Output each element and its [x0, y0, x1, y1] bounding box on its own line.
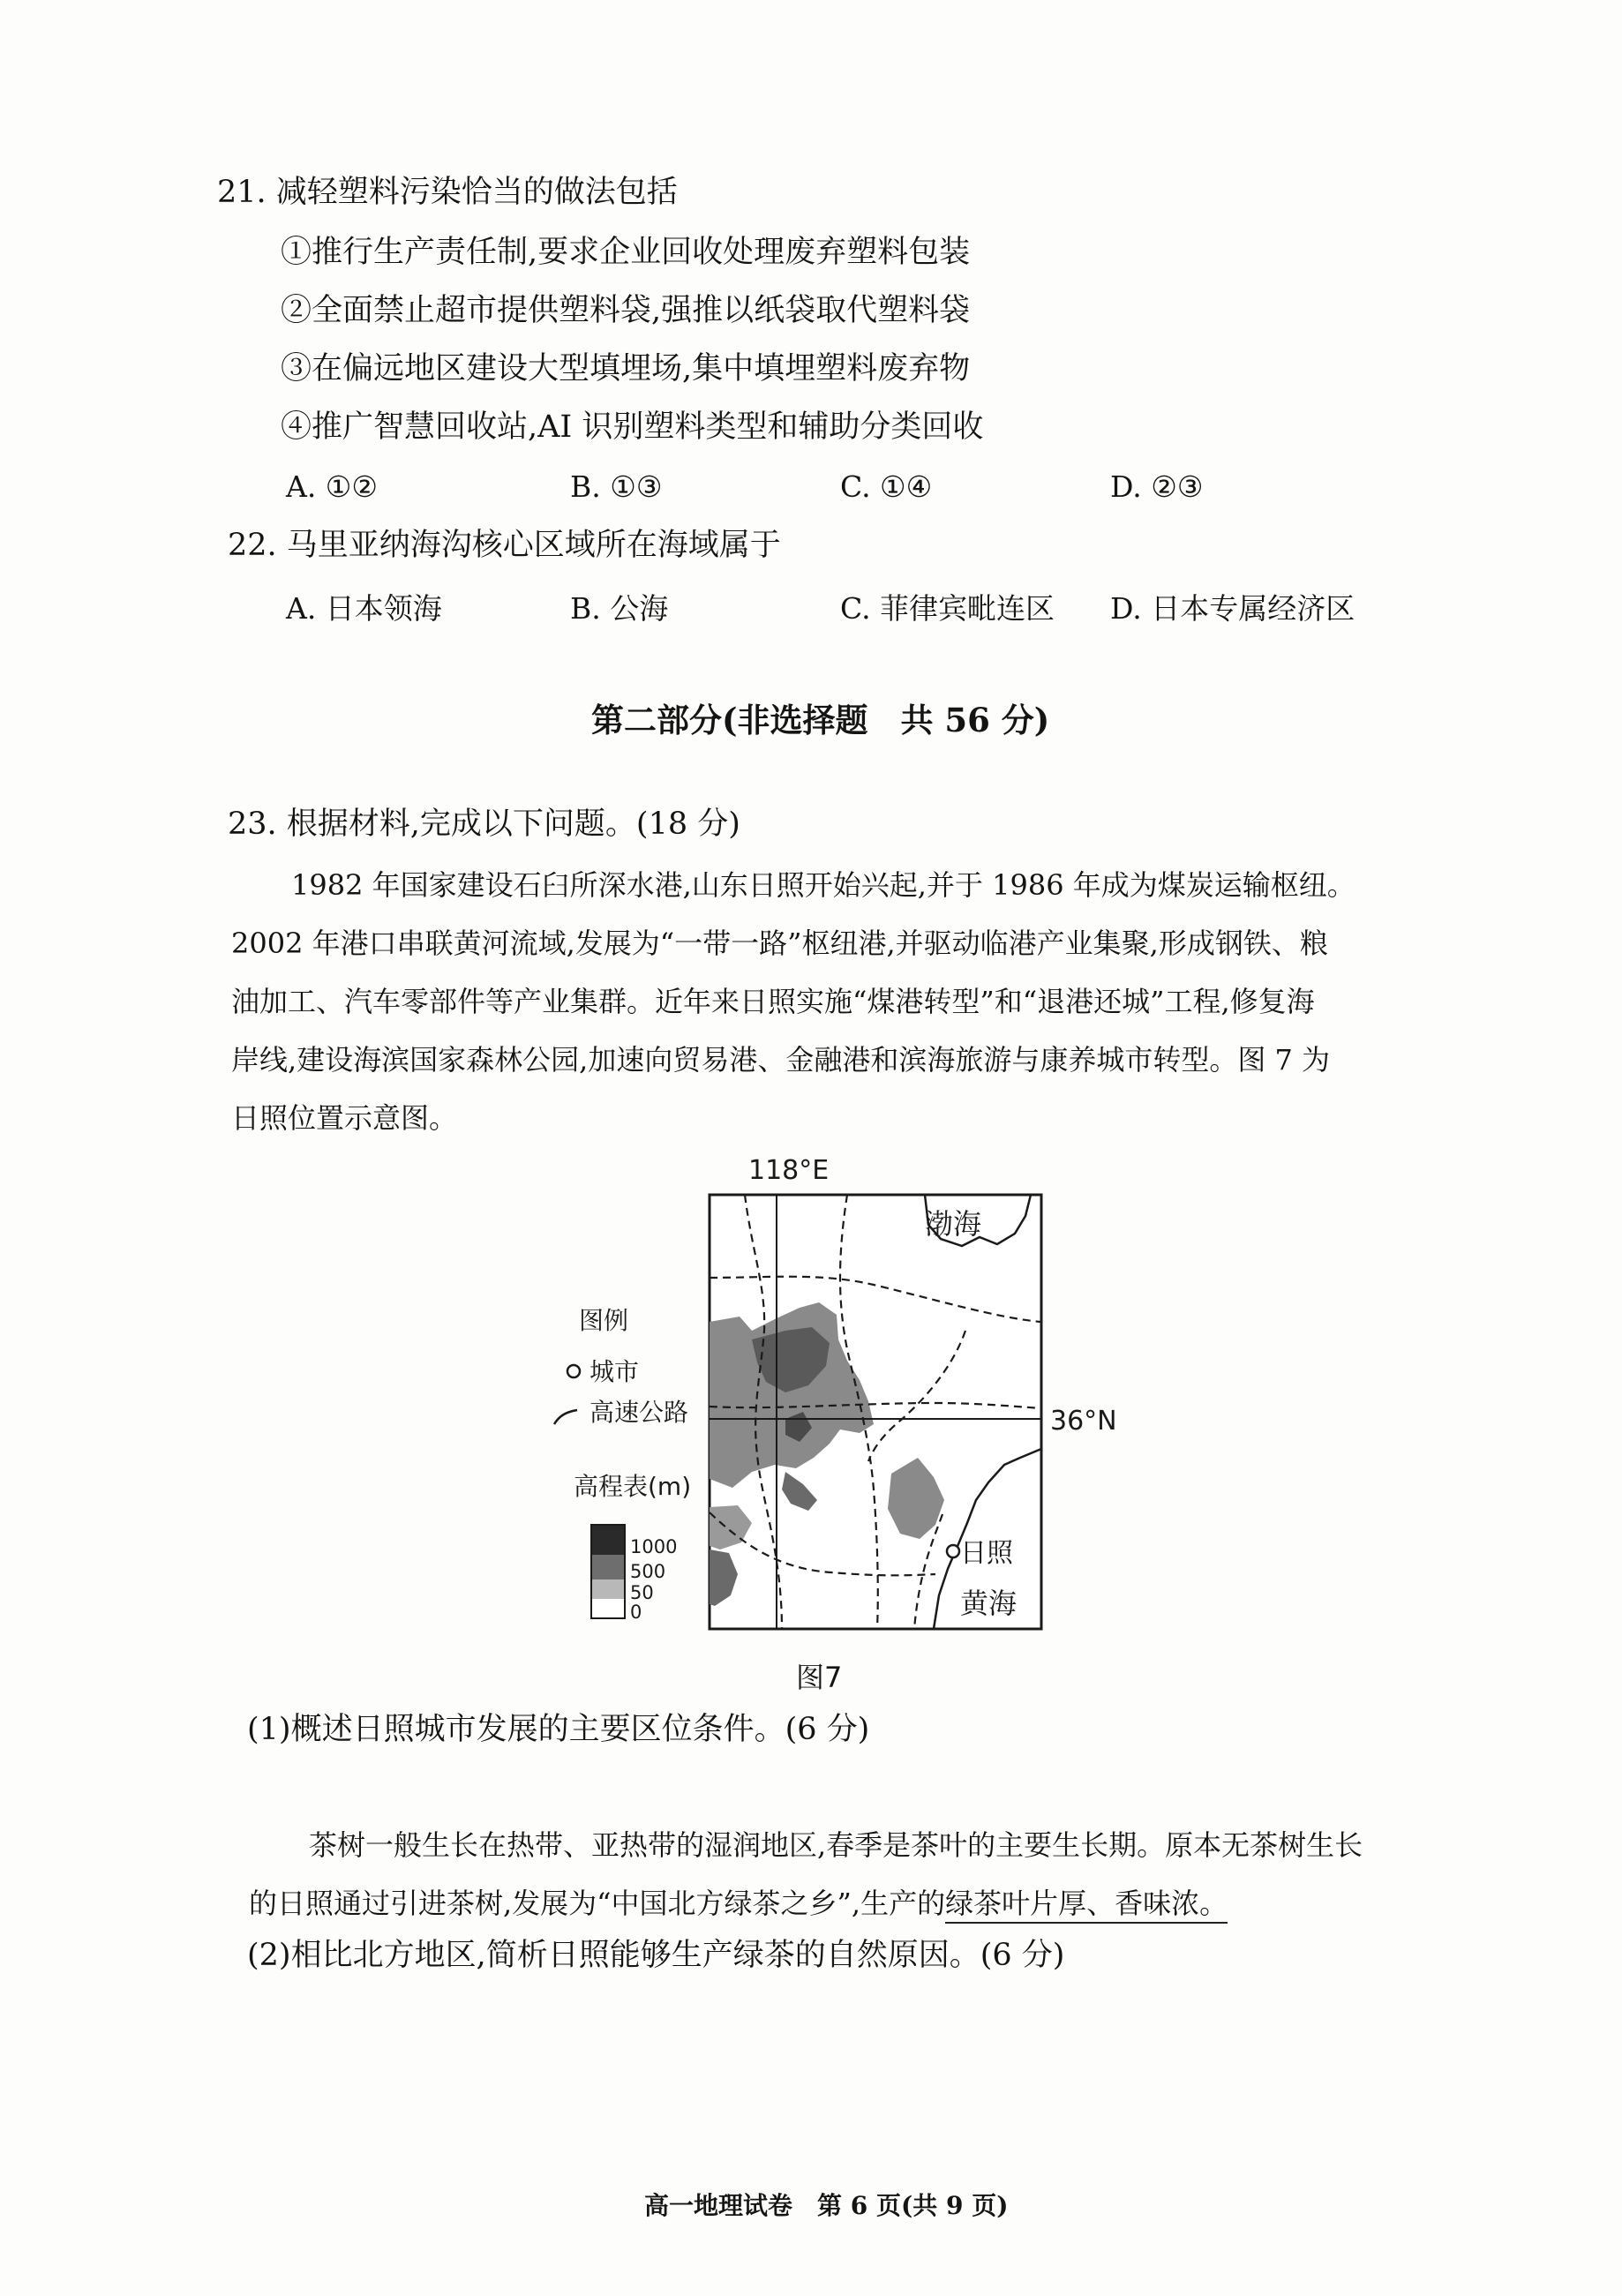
q23-sub-question-1: (1)概述日照城市发展的主要区位条件。(6 分)	[247, 1712, 870, 1747]
figure-7-map	[521, 1154, 1138, 1648]
q23-material-2-underlined-text: 绿茶叶片厚、香味浓。	[945, 1887, 1228, 1924]
q23-material-line-3: 油加工、汽车零部件等产业集群。近年来日照实施“煤港转型”和“退港还城”工程,修复海	[231, 985, 1315, 1018]
q23-sub-question-2: (2)相比北方地区,简析日照能够生产绿茶的自然原因。(6 分)	[247, 1938, 1065, 1973]
q23-material-2-line-2	[249, 1874, 1414, 1932]
legend-highway-icon	[554, 1410, 577, 1424]
q22-stem: 22. 马里亚纳海沟核心区域所在海域属于	[228, 528, 781, 563]
q23-material-line-1: 1982 年国家建设石臼所深水港,山东日照开始兴起,并于 1986 年成为煤炭运输枢纽。	[291, 868, 1355, 902]
legend-city-label: 城市	[589, 1357, 640, 1386]
yellow-sea-label: 黄海	[960, 1587, 1018, 1620]
legend-title: 图例	[579, 1306, 629, 1335]
elevation-tick-0: 0	[630, 1602, 642, 1623]
q21-item-3: ③在偏远地区建设大型填埋场,集中填埋塑料废弃物	[281, 351, 971, 386]
latitude-label: 36°N	[1050, 1406, 1117, 1437]
q21-item-4: ④推广智慧回收站,AI 识别塑料类型和辅助分类回收	[281, 409, 984, 445]
q23-material	[231, 856, 1414, 1147]
q23-material-2	[249, 1816, 1414, 1932]
q23-stem: 23. 根据材料,完成以下问题。(18 分)	[228, 807, 740, 842]
elevation-scale	[591, 1525, 625, 1618]
q22-option-c: C. 菲律宾毗连区	[840, 591, 1055, 626]
q21-option-a: A. ①②	[286, 469, 378, 504]
rizhao-city-marker	[947, 1545, 959, 1557]
q23-material-line-5: 日照位置示意图。	[231, 1101, 458, 1135]
q23-material-2-line-2-plain: 的日照通过引进茶树,发展为“中国北方绿茶之乡”,生产的	[249, 1887, 946, 1920]
bohai-sea-label: 渤海	[925, 1207, 982, 1241]
rizhao-city-label: 日照	[960, 1538, 1013, 1569]
elevation-tick-1000: 1000	[630, 1536, 678, 1557]
legend-highway-label: 高速公路	[589, 1398, 689, 1427]
q21-option-d: D. ②③	[1110, 469, 1204, 504]
page-footer: 高一地理试卷 第 6 页(共 9 页)	[644, 2191, 1009, 2220]
q21-option-b: B. ①③	[570, 469, 663, 504]
q21-stem: 21. 减轻塑料污染恰当的做法包括	[217, 175, 678, 210]
q21-item-2: ②全面禁止超市提供塑料袋,强推以纸袋取代塑料袋	[281, 293, 971, 328]
q23-material-2-line-1: 茶树一般生长在热带、亚热带的湿润地区,春季是茶叶的主要生长期。原本无茶树生长	[309, 1828, 1363, 1862]
section-title: 第二部分(非选择题 共 56 分)	[591, 701, 1050, 739]
elevation-tick-50: 50	[630, 1582, 654, 1603]
longitude-label: 118°E	[748, 1155, 830, 1186]
q21-item-1: ①推行生产责任制,要求企业回收处理废弃塑料包装	[281, 235, 971, 270]
figure-caption: 图7	[796, 1661, 843, 1694]
q21-option-c: C. ①④	[840, 469, 933, 504]
elevation-title: 高程表(m)	[574, 1472, 692, 1501]
q22-option-d: D. 日本专属经济区	[1110, 591, 1355, 626]
q23-material-line-4: 岸线,建设海滨国家森林公园,加速向贸易港、金融港和滨海旅游与康养城市转型。图 7 为	[231, 1043, 1331, 1077]
q23-material-line-2: 2002 年港口串联黄河流域,发展为“一带一路”枢纽港,并驱动临港产业集聚,形成钢铁、粮	[231, 927, 1328, 960]
q22-option-b: B. 公海	[570, 591, 669, 626]
elevation-tick-500: 500	[630, 1561, 666, 1582]
legend-city-icon	[567, 1365, 580, 1377]
q22-option-a: A. 日本领海	[286, 591, 442, 626]
